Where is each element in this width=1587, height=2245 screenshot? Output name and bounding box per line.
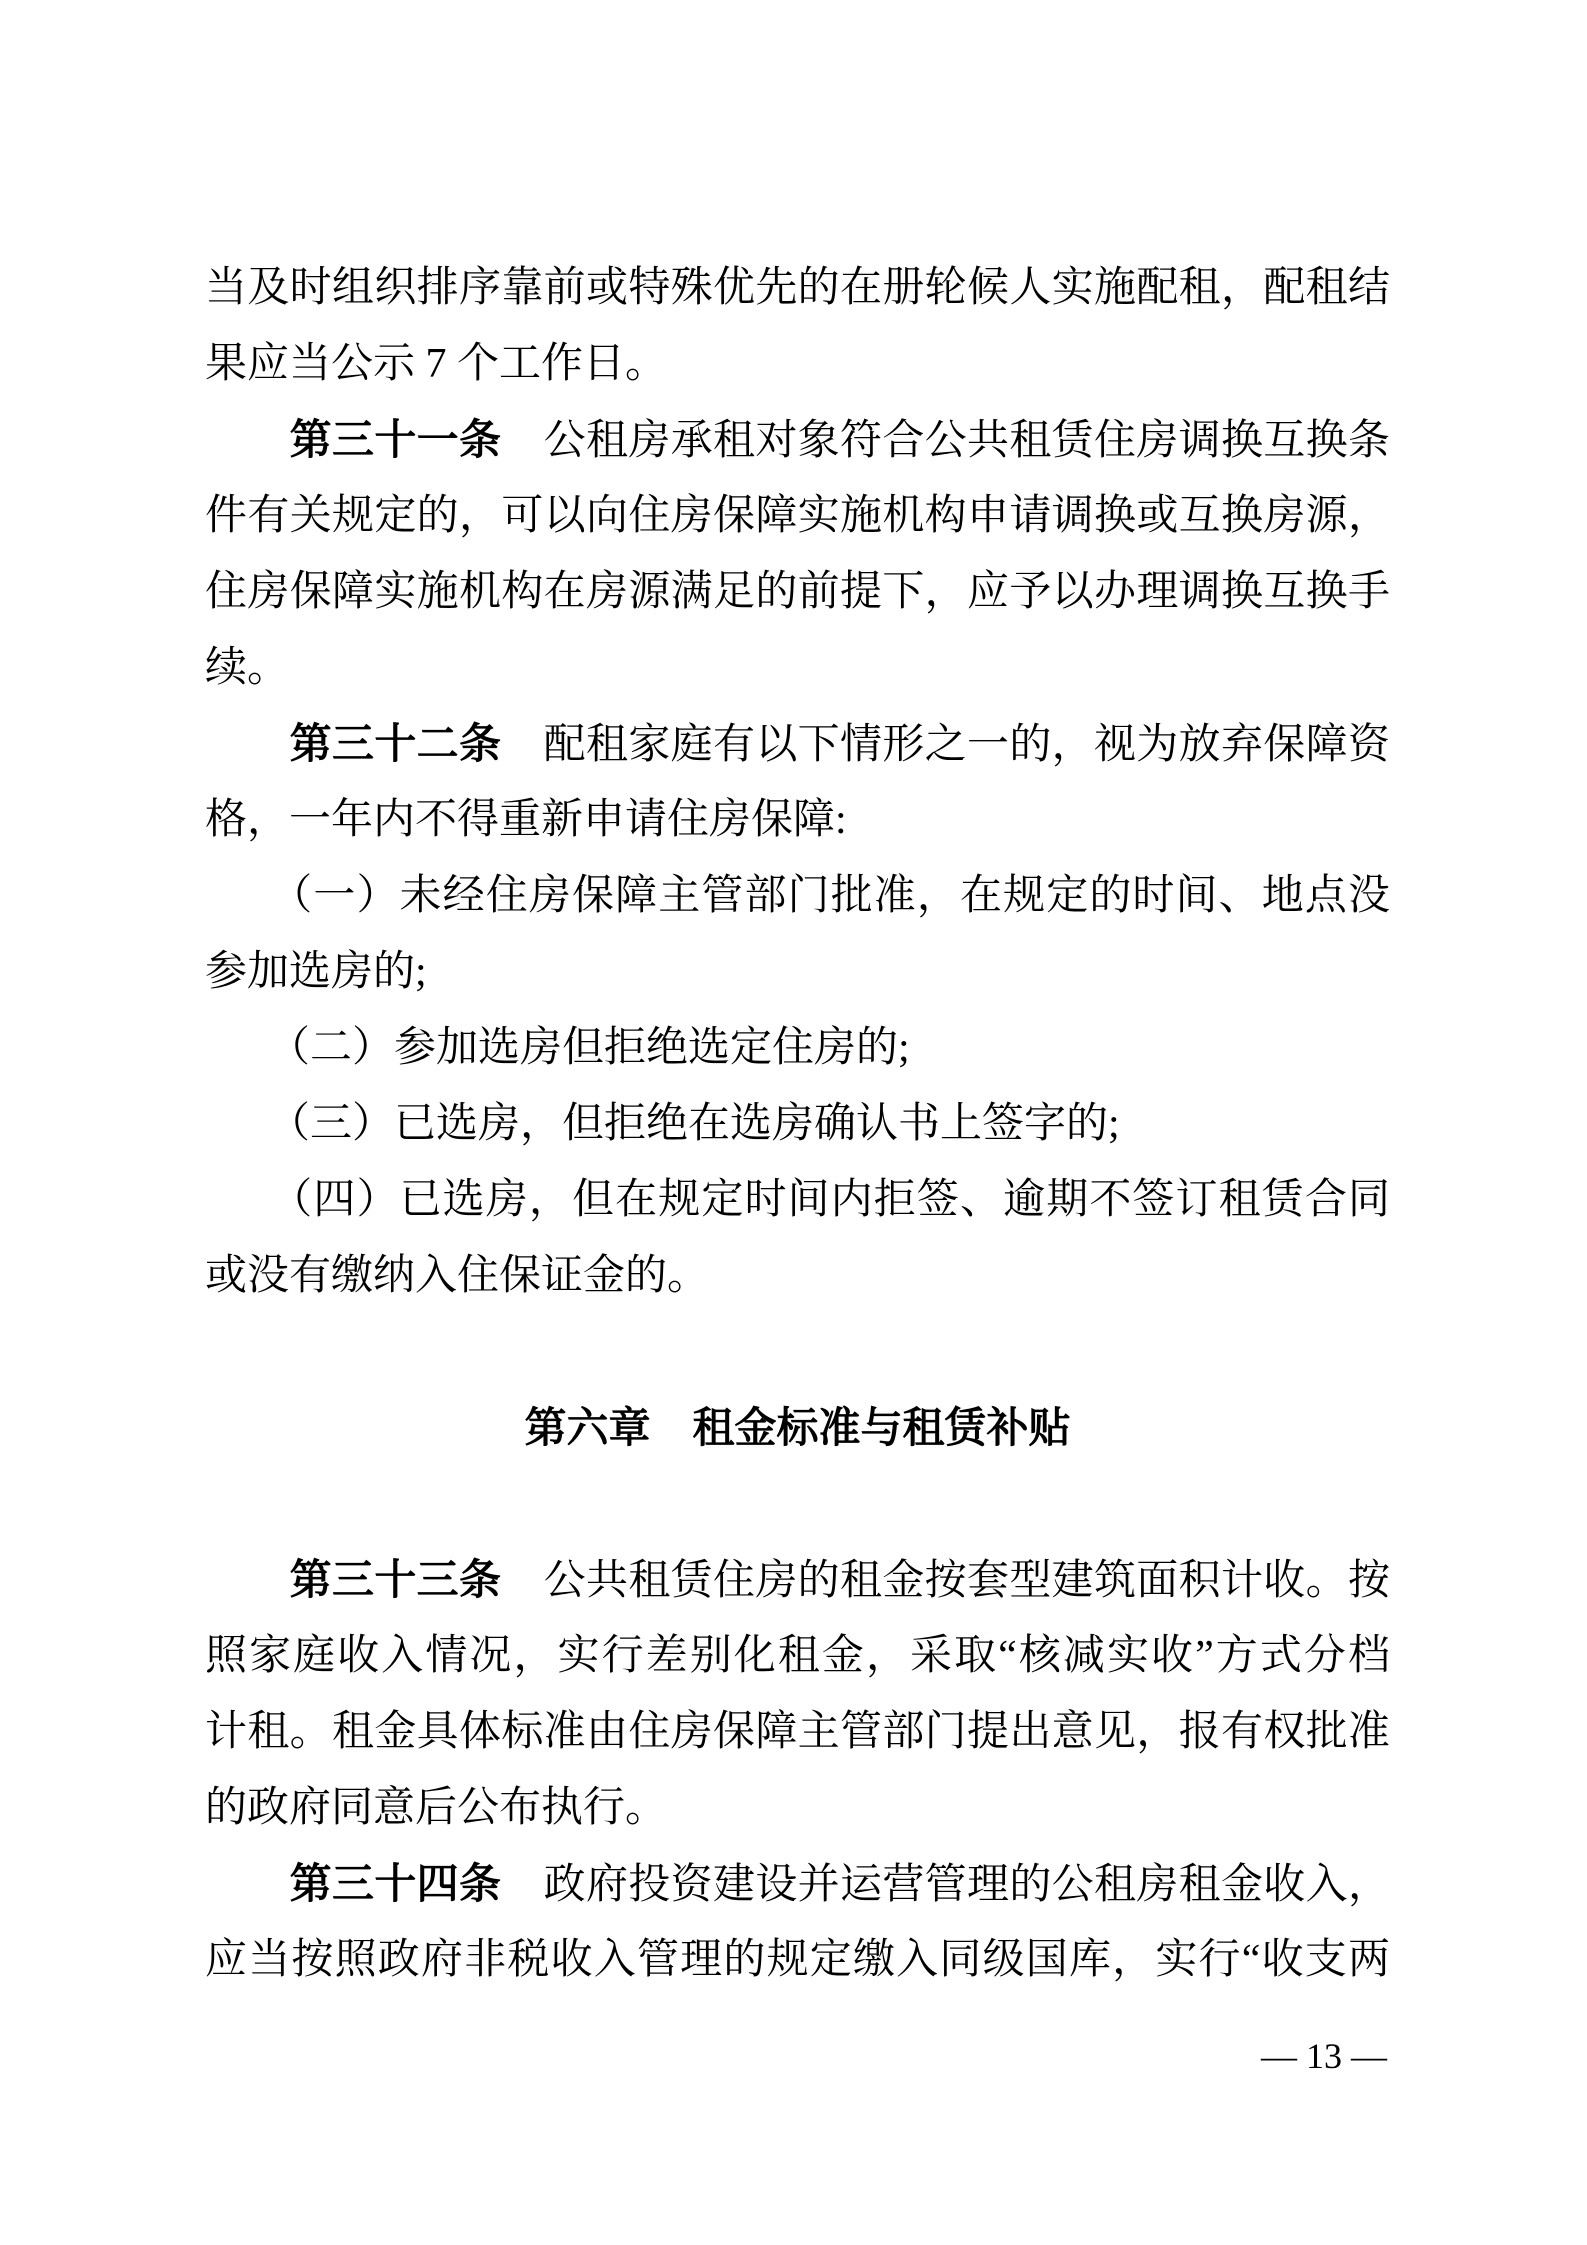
body-text: 或没有缴纳入住保证金的。 — [205, 1253, 710, 1299]
article-number: 第三十二条 — [205, 720, 502, 767]
list-item — [205, 1086, 1390, 1162]
text-line — [205, 630, 1390, 706]
list-item — [205, 934, 1390, 1010]
article-number: 第三十一条 — [205, 416, 502, 463]
body-text: 续。 — [205, 645, 290, 691]
body-text: 照家庭收入情况，实行差别化租金，采取“核减实收”方式分档 — [205, 1633, 1390, 1679]
body-text: （三）已选房，但拒绝在选房确认书上签字的; — [205, 1101, 1120, 1147]
text-line — [205, 1770, 1390, 1846]
text-line — [205, 402, 1390, 478]
list-item — [205, 858, 1390, 934]
page-number: — 13 — — [1261, 2036, 1387, 2076]
body-text: 当及时组织排序靠前或特殊优先的在册轮候人实施配租，配租结 — [205, 265, 1390, 311]
body-text: 公租房承租对象符合公共租赁住房调换互换条 — [501, 418, 1390, 464]
text-line — [205, 250, 1390, 326]
body-text: （一）未经住房保障主管部门批准，在规定的时间、地点没 — [205, 873, 1390, 919]
body-text: （四）已选房，但在规定时间内拒签、逾期不签订租赁合同 — [205, 1177, 1390, 1223]
text-line — [205, 1542, 1390, 1618]
text-line — [205, 326, 1390, 402]
body-text: 应当按照政府非税收入管理的规定缴入同级国库，实行“收支两 — [205, 1937, 1390, 1983]
body-text: 公共租赁住房的租金按套型建筑面积计收。按 — [501, 1558, 1390, 1604]
blank-line — [205, 1314, 1390, 1390]
body-text: 件有关规定的，可以向住房保障实施机构申请调换或互换房源， — [205, 493, 1390, 539]
document-body — [205, 250, 1390, 1998]
text-line — [205, 1846, 1390, 1922]
body-text: 政府投资建设并运营管理的公租房租金收入， — [501, 1862, 1390, 1908]
body-text: 格，一年内不得重新申请住房保障: — [205, 797, 847, 843]
text-line — [205, 554, 1390, 630]
article-number: 第三十四条 — [205, 1860, 502, 1907]
body-text: 住房保障实施机构在房源满足的前提下，应予以办理调换互换手 — [205, 569, 1390, 615]
list-item — [205, 1162, 1390, 1238]
body-text: （二）参加选房但拒绝选定住房的; — [205, 1025, 910, 1071]
body-text: 配租家庭有以下情形之一的，视为放弃保障资 — [501, 722, 1390, 768]
body-text: 计租。租金具体标准由住房保障主管部门提出意见，报有权批准 — [205, 1709, 1390, 1755]
text-line — [205, 706, 1390, 782]
body-text: 的政府同意后公布执行。 — [205, 1785, 668, 1831]
chapter-heading-text: 第六章 租金标准与租赁补贴 — [524, 1404, 1071, 1451]
text-line — [205, 782, 1390, 858]
list-item — [205, 1010, 1390, 1086]
body-text: 果应当公示 7 个工作日。 — [205, 341, 668, 387]
blank-line — [205, 1466, 1390, 1542]
text-line — [205, 1922, 1390, 1998]
body-text: 参加选房的; — [205, 949, 427, 995]
text-line — [205, 1694, 1390, 1770]
text-line — [205, 478, 1390, 554]
text-line — [205, 1618, 1390, 1694]
chapter-heading — [205, 1390, 1390, 1466]
text-line — [205, 1238, 1390, 1314]
article-number: 第三十三条 — [205, 1556, 502, 1603]
